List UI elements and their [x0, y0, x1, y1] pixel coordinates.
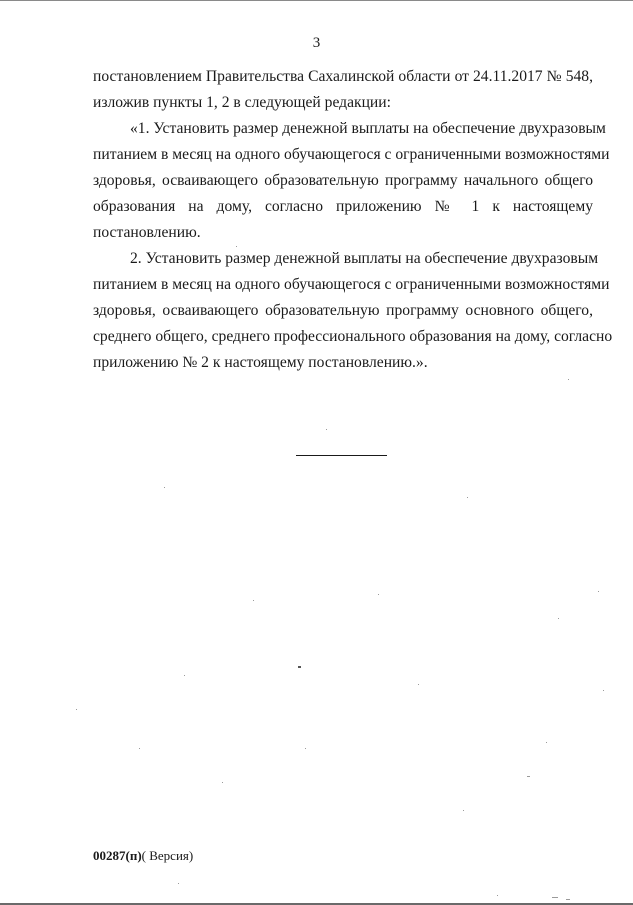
- scan-speck: [298, 666, 301, 668]
- paragraph-2-line-1: 2. Установить размер денежной выплаты на обеспечение двухразовым: [130, 250, 599, 267]
- scan-speck: [497, 895, 498, 896]
- paragraph-2-line-3: здоровья, осваивающего образовательную программу основного общего,: [93, 302, 593, 319]
- scan-speck: [463, 810, 464, 811]
- scan-speck: [164, 487, 165, 488]
- scan-speck: [568, 379, 569, 380]
- document-code-version: ( Версия): [141, 848, 194, 863]
- scan-speck: [467, 497, 468, 498]
- scan-speck: [178, 883, 179, 884]
- paragraph-2-line-2: питанием в месяц на одного обучающегося с ограниченными возможностями: [93, 276, 610, 293]
- scan-speck: [527, 776, 530, 777]
- scan-speck: [546, 742, 547, 743]
- scan-speck: [566, 899, 570, 900]
- paragraph-2-line-5: приложению № 2 к настоящему постановлению.».: [93, 354, 428, 371]
- scan-speck: [598, 591, 599, 592]
- scan-speck: [222, 782, 223, 783]
- document-body: [93, 64, 613, 376]
- scan-speck: [305, 748, 306, 749]
- scan-speck: [236, 246, 237, 247]
- scan-speck: [552, 897, 558, 898]
- document-code: [93, 847, 193, 865]
- scan-speck: [326, 429, 327, 430]
- paragraph-1-line-1: «1. Установить размер денежной выплаты на обеспечение двухразовым: [130, 120, 606, 137]
- scan-speck: [378, 594, 379, 595]
- scan-speck: [558, 618, 559, 619]
- paragraph-1-line-3: здоровья, осваивающего образовательную программу начального общего: [93, 172, 593, 189]
- paragraph-1-line-5: постановлению.: [93, 224, 201, 241]
- text-line-2: изложив пункты 1, 2 в следующей редакции:: [93, 94, 391, 111]
- end-of-text-rule: [296, 455, 387, 456]
- scan-speck: [418, 684, 419, 685]
- scan-speck: [139, 748, 140, 749]
- scan-speck: [603, 690, 604, 691]
- scan-speck: [184, 675, 185, 676]
- text-line-1: постановлением Правительства Сахалинской области от 24.11.2017 № 548,: [93, 68, 593, 85]
- paragraph-1-line-2: питанием в месяц на одного обучающегося с ограниченными возможностями: [93, 146, 610, 163]
- paragraph-1-line-4: образования на дому, согласно приложению № 1 к настоящему: [93, 198, 593, 215]
- paragraph-2-line-4: среднего общего, среднего профессионального образования на дому, согласно: [93, 328, 613, 345]
- document-code-number: 00287(п): [93, 848, 142, 863]
- scan-top-edge: [0, 0, 633, 1]
- page-number: 3: [312, 35, 321, 51]
- scan-speck: [76, 709, 77, 710]
- scan-speck: [253, 600, 254, 601]
